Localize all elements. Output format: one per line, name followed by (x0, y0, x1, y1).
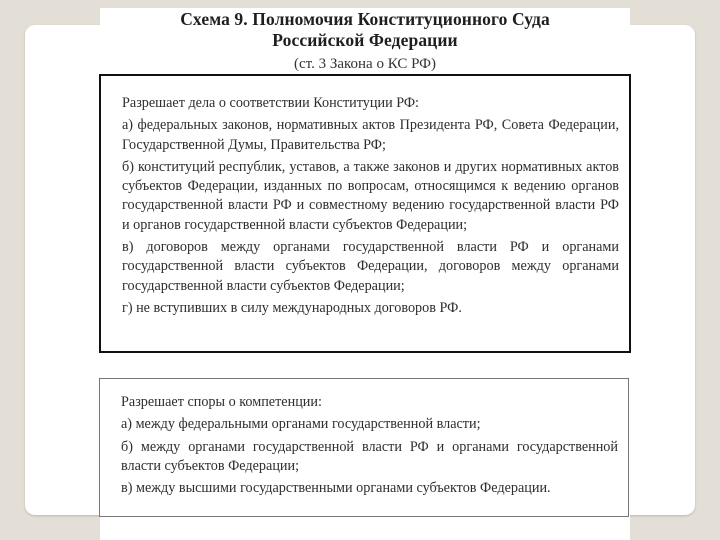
list-item: в) договоров между органами государственной власти РФ и органами государственной власти субъектов Федерации, договоров между органами государственной власти субъектов Федерации; (122, 239, 619, 294)
list-item: г) не вступивших в силу международных договоров РФ. (122, 299, 462, 316)
box-lead: Разрешает споры о компетенции: (121, 394, 322, 410)
scheme-title-line-2: Российской Федерации (272, 30, 458, 50)
list-item: а) федеральных законов, нормативных актов Президента РФ, Совета Федерации, Государственной Думы, Правительства РФ; (122, 117, 619, 153)
constitutionality-cases-box (99, 74, 631, 353)
competence-disputes-box (99, 378, 629, 517)
scanned-scheme-image (100, 8, 630, 540)
scheme-subtitle: (ст. 3 Закона о КС РФ) (293, 56, 437, 72)
list-item: б) между органами государственной власти РФ и органами государственной власти субъектов Федерации; (121, 438, 618, 474)
scheme-title-line-1: Схема 9. Полномочия Конституционного Суда (180, 9, 550, 29)
list-item: в) между высшими государственными органами субъектов Федерации. (121, 480, 551, 497)
list-item: б) конституций республик, уставов, а также законов и других нормативных актов субъектов Федерации, изданных по вопросам, относящимся к ведению органов государственной власти РФ и совместному ведению государственной власти РФ и органов государственной власти субъектов Федерации; (122, 158, 619, 233)
box-lead: Разрешает дела о соответствии Конституции РФ: (122, 95, 420, 111)
list-item: а) между федеральными органами государственной власти; (121, 416, 481, 433)
scheme-header (100, 8, 630, 73)
